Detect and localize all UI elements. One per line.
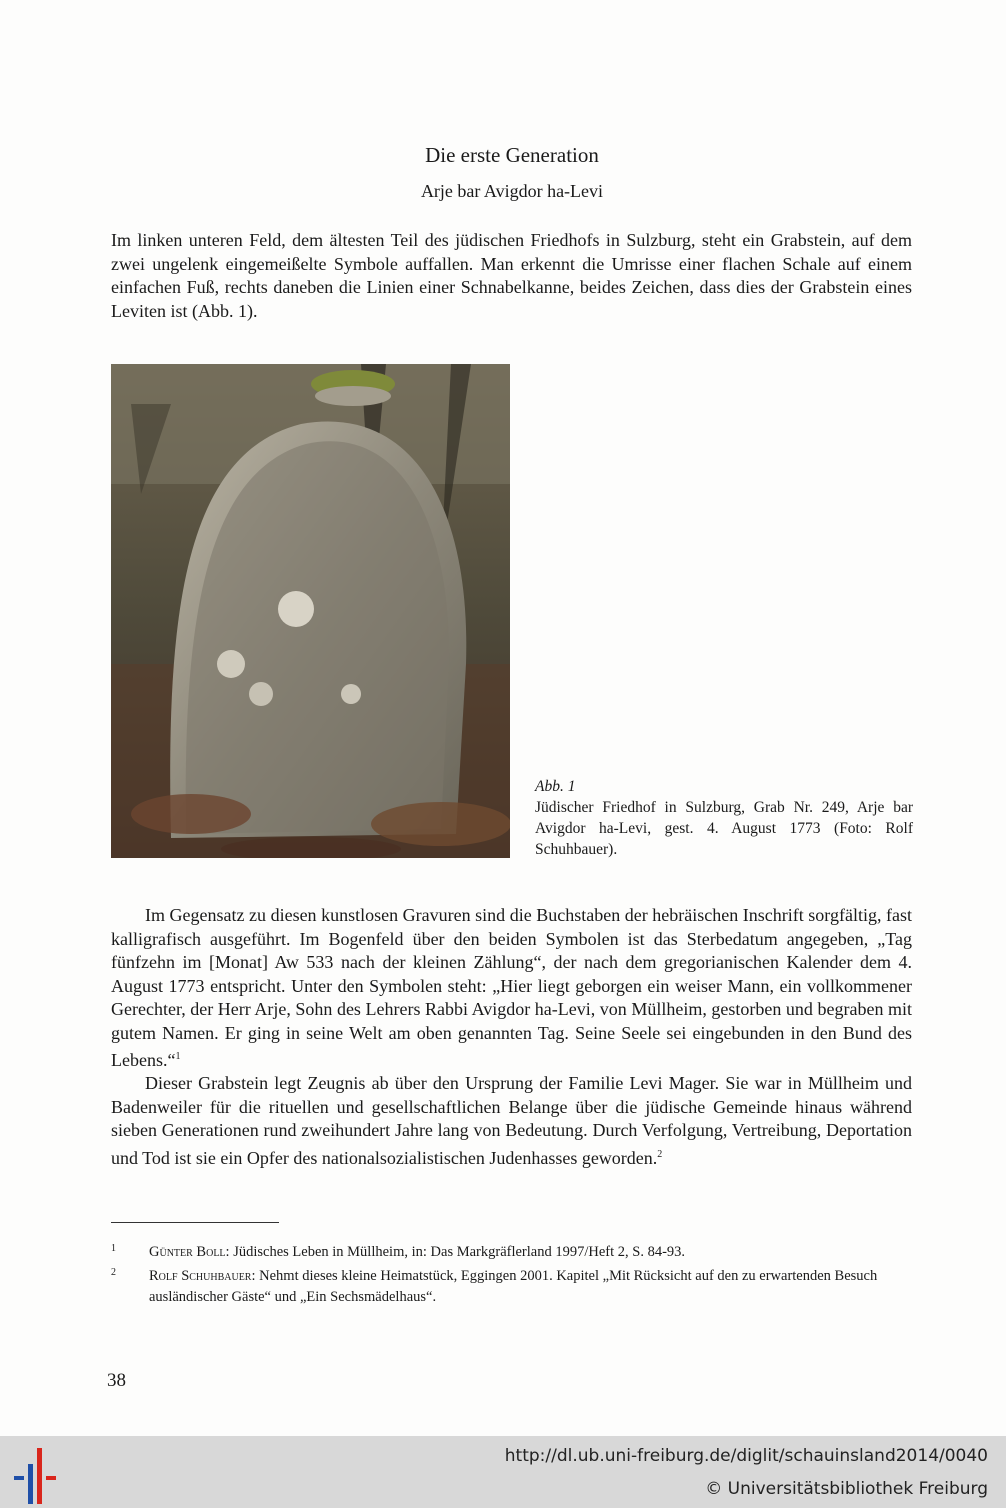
source-url-link[interactable]: http://dl.ub.uni-freiburg.de/diglit/schauinsland2014/0040 xyxy=(504,1446,988,1466)
gravestone-photo xyxy=(111,364,510,858)
footnote-number: 1 xyxy=(111,1243,116,1254)
footnote-author: Rolf Schuhbauer xyxy=(149,1268,252,1284)
figure-label: Abb. 1 xyxy=(535,778,576,795)
footnote-ref-2[interactable]: 2 xyxy=(657,1148,663,1160)
page-title: Die erste Generation xyxy=(425,143,599,167)
footnote-1 xyxy=(111,1242,913,1263)
ub-freiburg-logo-icon xyxy=(0,1446,70,1504)
intro-paragraph: Im linken unteren Feld, dem ältesten Teil des jüdischen Friedhofs in Sulzburg, steht ein Grabstein, auf dem zwei ungelenk eingemeißelte Symbole auffallen. Man erkennt die Umrisse einer flachen Schale auf einem einfachen Fuß, rechts daneben die Linien einer Schnabelkanne, beides Zeichen, dass dies der Grabstein eines Leviten ist (Abb. 1). xyxy=(111,230,912,321)
page-number: 38 xyxy=(107,1370,126,1391)
footnote-2 xyxy=(111,1266,913,1308)
body-paragraph-3: Dieser Grabstein legt Zeugnis ab über den Ursprung der Familie Levi Mager. Sie war in Müllheim und Badenweiler für die rituellen und gesellschaftlichen Belange über die jüdische Gemeinde hinaus während sieben Generationen rund zweihundert Jahre lang von Bedeutung. Durch Verfolgung, Vertreibung, Deportation und Tod ist sie ein Opfer des nationalsozialistischen Judenhasses geworden.$^2$ xyxy=(111,1073,912,1168)
copyright-text: © Universitätsbibliothek Freiburg xyxy=(705,1479,988,1499)
figure-caption xyxy=(535,776,913,860)
gravestone-image xyxy=(111,364,510,858)
section-subtitle: Arje bar Avigdor ha-Levi xyxy=(420,181,604,201)
library-footer xyxy=(0,1436,1006,1508)
footnote-number: 2 xyxy=(111,1267,116,1278)
figure-caption-text: Jüdischer Friedhof in Sulzburg, Grab Nr. 249, Arje bar Avigdor ha-Levi, gest. 4. August 1773 (Foto: Rolf Schuhbauer). xyxy=(535,799,913,858)
footnote-text: : Jüdisches Leben in Müllheim, in: Das Markgräflerland 1997/Heft 2, S. 84-93. xyxy=(225,1244,686,1260)
footnote-author: Günter Boll xyxy=(149,1244,226,1260)
body-paragraph-2: Im Gegensatz zu diesen kunstlosen Gravuren sind die Buchstaben der hebräischen Inschrift sorgfältig, fast kalligrafisch ausgeführt. Im Bogenfeld über den beiden Symbolen ist das Sterbedatum angegeben, „Tag fünfzehn im [Monat] Aw 533 nach der kleinen Zählung“, der nach dem gregorianischen Kalender dem 4. August 1773 entspricht. Unter den Symbolen steht: „Hier liegt geborgen ein weiser Mann, ein vollkommener Gerechter, der Herr Arje, Sohn des Lehrers Rabbi Avigdor ha-Levi, von Müllheim, gestorben und begraben mit gutem Namen. Er ging in seine Welt am oben genannten Tag. Seine Seele sei eingebunden in den Bund des Lebens.“$^1$ xyxy=(111,905,912,1070)
footnote-ref-1[interactable]: 1 xyxy=(175,1051,181,1062)
footnote-text: : Nehmt dieses kleine Heimatstück, Eggingen 2001. Kapitel „Mit Rücksicht auf den zu erwartenden Besuch ausländischer Gäste“ und „Ein Sechsmädelhaus“. xyxy=(149,1268,878,1305)
footnote-divider xyxy=(111,1222,279,1223)
